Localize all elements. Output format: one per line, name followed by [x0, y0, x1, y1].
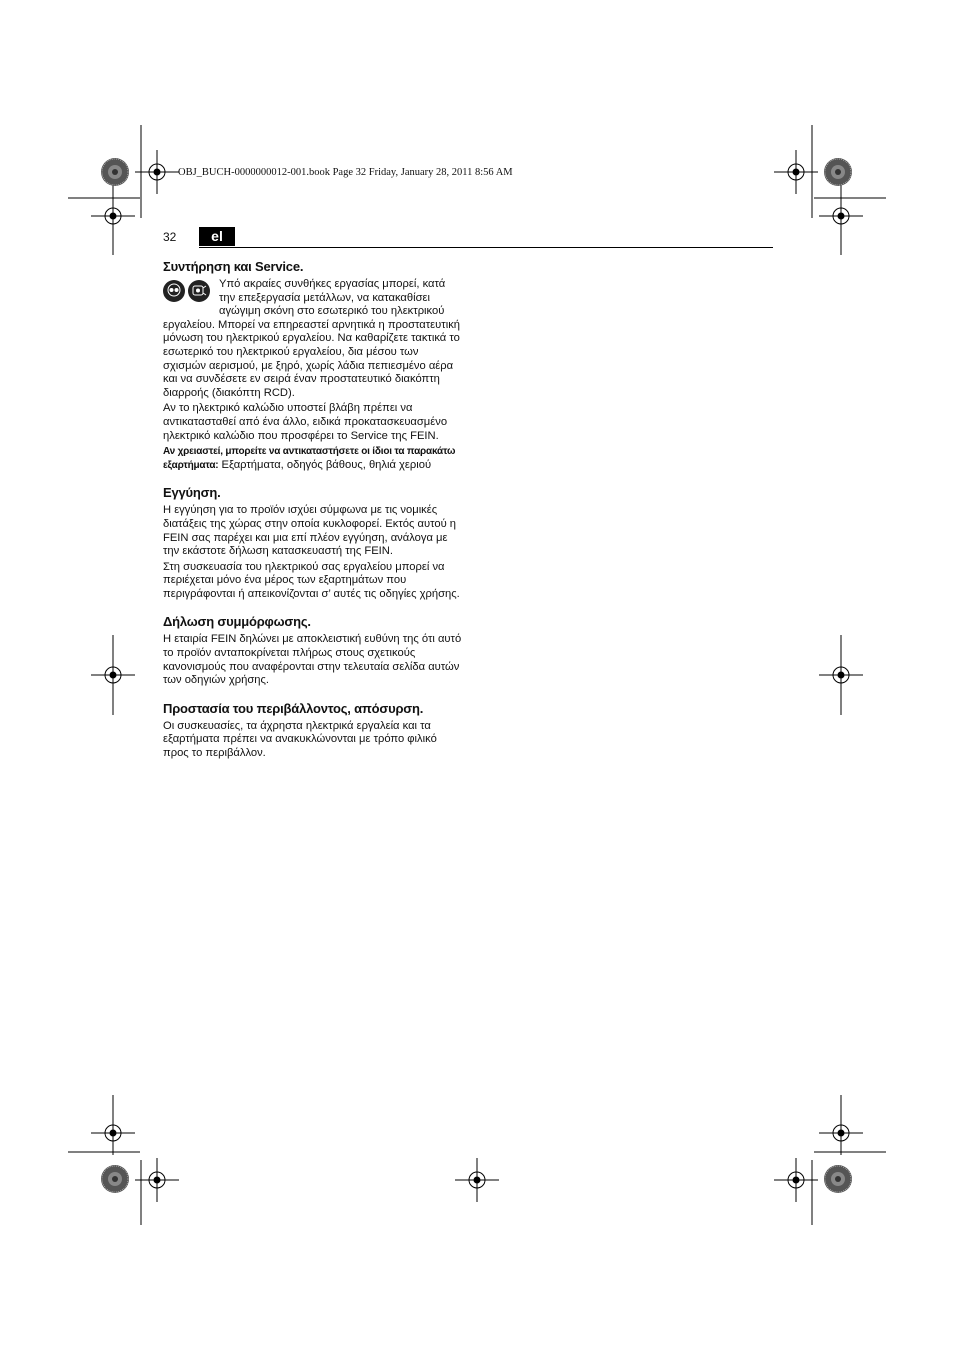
respirator-icon — [188, 280, 210, 302]
maintenance-paragraph-3 — [163, 445, 463, 472]
eye-protection-icon — [163, 280, 185, 302]
warranty-paragraph-1: Η εγγύηση για το προϊόν ισχύει σύμφωνα με τις νομικές διατάξεις της χώρας στην οποία κυκλοφορεί. Εκτός αυτού η FEIN σας παρέχει και μια επί πλέον εγγύηση, ανάλογα με την εκάστοτε δήλωση κατασκευαστή της FEIN. — [163, 504, 457, 558]
page-number: 32 — [163, 230, 177, 244]
maintenance-paragraph-1: Υπό ακραίες συνθήκες εργασίας μπορεί, κατά την επεξεργασία μετάλλων, να κατακαθίσει αγώγιμη σκόνη στο εσωτερικό του ηλεκτρικού εργαλείου. Μπορεί να επηρεαστεί αρνητικά η προστατευτική μόνωση του ηλεκτρικού εργαλείου. Να καθαρίζετε τακτικά το εσωτερικό του ηλεκτρικού εργαλείου, δια μέσου των σχισμών αερισμού, με ξηρό, χωρίς λάδια πεπιεσμένο αέρα και να συνδέσετε εν σειρά έναν προστατευτικό διακόπτη διαρροής (διακόπτη RCD). — [163, 278, 461, 399]
warranty-title: Εγγύηση. — [163, 485, 221, 501]
language-tab: el — [199, 227, 235, 246]
maintenance-section — [163, 258, 463, 472]
environment-paragraph-1: Οι συσκευασίες, τα άχρηστα ηλεκτρικά εργαλεία και τα εξαρτήματα πρέπει να ανακυκλώνονται με τρόπο φιλικό προς το περιβάλλον. — [163, 719, 437, 760]
warranty-paragraph-2: Στη συσκευασία του ηλεκτρικού σας εργαλείου μπορεί να περιέχεται μόνο ένα μέρος των εξαρτημάτων που περιγράφονται ή απεικονίζονται σ’ αυτές τις οδηγίες χρήσης. — [163, 560, 460, 600]
conformity-paragraph-1: Η εταιρία FEIN δηλώνει με αποκλειστική ευθύνη της ότι αυτό το προϊόν ανταποκρίνεται πλήρως στους σχετικούς κανονισμούς που αναφέρονται στην τελευταία σελίδα αυτών των οδηγιών χρήσης. — [163, 633, 462, 687]
maintenance-paragraph-2: Αν το ηλεκτρικό καλώδιο υποστεί βλάβη πρέπει να αντικατασταθεί από ένα άλλο, ειδικά προκατασκευασμένο ηλεκτρικό καλώδιο που προσφέρει το Service της FEIN. — [163, 402, 448, 442]
replaceable-parts-list: Εξαρτήματα, οδηγός βάθους, θηλιά χεριού — [218, 458, 432, 471]
header-rule — [199, 247, 773, 248]
warranty-section — [163, 484, 463, 601]
file-info-line: OBJ_BUCH-0000000012-001.book Page 32 Friday, January 28, 2011 8:56 AM — [178, 167, 513, 178]
safety-icons — [163, 280, 215, 306]
environment-title: Προστασία του περιβάλλοντος, απόσυρση. — [163, 700, 424, 716]
conformity-section — [163, 613, 463, 687]
replaceable-parts-lead: Αν χρειαστεί, μπορείτε να αντικαταστήσετε οι ίδιοι τα παρακάτω εξαρτήματα: — [163, 446, 456, 471]
main-column — [163, 258, 463, 773]
conformity-title: Δήλωση συμμόρφωσης. — [163, 614, 311, 630]
environment-section — [163, 700, 463, 761]
maintenance-title: Συντήρηση και Service. — [163, 259, 304, 274]
